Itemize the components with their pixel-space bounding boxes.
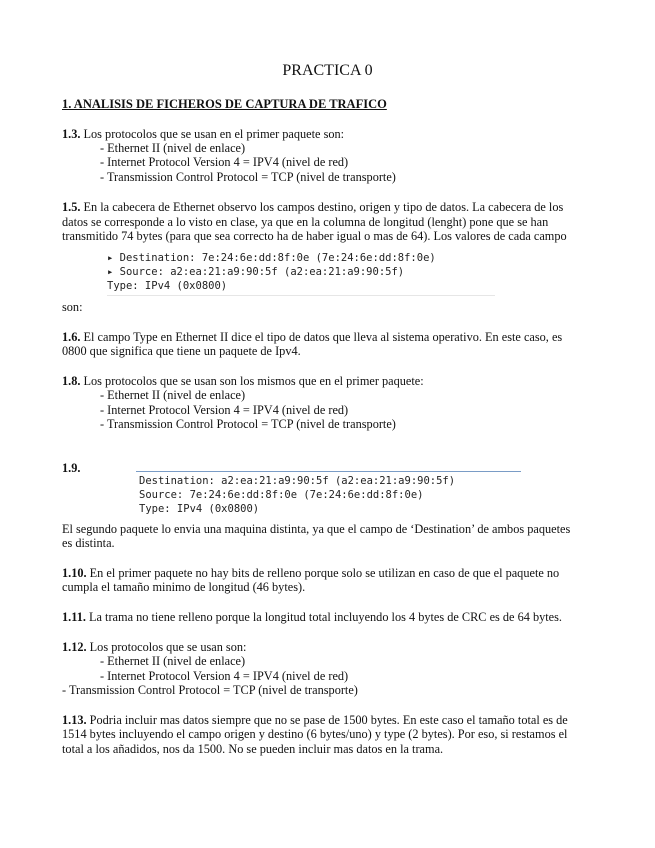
q113-line1 bbox=[62, 713, 568, 727]
q18-item-ipv4: - Internet Protocol Version 4 = IPV4 (nivel de red) bbox=[100, 403, 349, 417]
q15-line2: datos se corresponde a lo visto en clase, ya que en la columna de longitud (lenght) pone que se han bbox=[62, 215, 549, 229]
q18-paragraph bbox=[62, 374, 424, 388]
q19-number bbox=[62, 461, 80, 475]
q15-text1: En la cabecera de Ethernet observo los campos destino, origen y tipo de datos. La cabecera de los bbox=[80, 200, 564, 214]
q112-text: Los protocolos que se usan son: bbox=[86, 640, 247, 654]
q15-shot-type: Type: IPv4 (0x0800) bbox=[107, 280, 228, 292]
q111-number: 1.11. bbox=[62, 610, 86, 624]
q112-number: 1.12. bbox=[62, 640, 87, 654]
q19-shot-highlight-line bbox=[136, 471, 521, 472]
q113-line3: total a los añadidos, nos da 1500. No se pueden incluir mas datos en la trama. bbox=[62, 742, 444, 756]
q15-shot-destination: ▸ Destination: 7e:24:6e:dd:8f:0e (7e:24:6e:dd:8f:0e) bbox=[107, 252, 436, 264]
q13-item-ipv4: - Internet Protocol Version 4 = IPV4 (nivel de red) bbox=[100, 155, 349, 169]
q16-number: 1.6. bbox=[62, 330, 81, 344]
q112-item-ipv4: - Internet Protocol Version 4 = IPV4 (nivel de red) bbox=[100, 669, 349, 683]
q112-paragraph bbox=[62, 640, 246, 654]
q15-number: 1.5. bbox=[62, 200, 81, 214]
q16-line2: 0800 que significa que tiene un paquete de Ipv4. bbox=[62, 344, 301, 358]
q19-wireshark-screenshot bbox=[136, 471, 521, 519]
q19-shot-destination: Destination: a2:ea:21:a9:90:5f (a2:ea:21:a9:90:5f) bbox=[139, 475, 456, 487]
q18-text: Los protocolos que se usan son los mismos que en el primer paquete: bbox=[80, 374, 424, 388]
q19-shot-type: Type: IPv4 (0x0800) bbox=[139, 503, 260, 515]
q13-text: Los protocolos que se usan en el primer paquete son: bbox=[80, 127, 345, 141]
page-title: PRACTICA 0 bbox=[282, 62, 373, 79]
q13-item-tcp: - Transmission Control Protocol = TCP (nivel de transporte) bbox=[100, 170, 396, 184]
q113-number: 1.13. bbox=[62, 713, 87, 727]
q112-item-tcp: - Transmission Control Protocol = TCP (nivel de transporte) bbox=[62, 683, 358, 697]
q18-number: 1.8. bbox=[62, 374, 81, 388]
q13-number: 1.3. bbox=[62, 127, 81, 141]
q110-number: 1.10. bbox=[62, 566, 87, 580]
q111-line1 bbox=[62, 610, 562, 624]
q19-line2: es distinta. bbox=[62, 536, 115, 550]
q113-line2: 1514 bytes incluyendo el campo origen y destino (6 bytes/uno) y type (2 bytes). Por eso, si restamos el bbox=[62, 727, 568, 741]
q15-shot-source: ▸ Source: a2:ea:21:a9:90:5f (a2:ea:21:a9:90:5f) bbox=[107, 266, 405, 278]
q15-line3: transmitido 74 bytes (para que sea correcto ha de haber igual o mas de 64). Los valores de cada campo bbox=[62, 229, 567, 243]
q110-text1: En el primer paquete no hay bits de relleno porque solo se utilizan en caso de que el paquete no bbox=[86, 566, 560, 580]
q15-after: son: bbox=[62, 300, 83, 314]
q110-line1 bbox=[62, 566, 559, 580]
q19-shot-source: Source: 7e:24:6e:dd:8f:0e (7e:24:6e:dd:8f:0e) bbox=[139, 489, 424, 501]
q15-wireshark-screenshot bbox=[107, 252, 495, 298]
q19-number-text: 1.9. bbox=[62, 461, 81, 475]
q113-text1: Podria incluir mas datos siempre que no se pase de 1500 bytes. En este caso el tamaño total es de bbox=[86, 713, 568, 727]
q15-shot-divider bbox=[107, 295, 495, 296]
q110-line2: cumpla el tamaño minimo de longitud (46 bytes). bbox=[62, 580, 306, 594]
q16-text1: El campo Type en Ethernet II dice el tipo de datos que lleva al sistema operativo. En este caso, es bbox=[80, 330, 563, 344]
q112-item-ethernet: - Ethernet II (nivel de enlace) bbox=[100, 654, 246, 668]
q16-line1 bbox=[62, 330, 562, 344]
q13-paragraph bbox=[62, 127, 344, 141]
q111-text1: La trama no tiene relleno porque la longitud total incluyendo los 4 bytes de CRC es de 64 bytes. bbox=[85, 610, 562, 624]
q15-line1 bbox=[62, 200, 563, 214]
section-heading: 1. ANALISIS DE FICHEROS DE CAPTURA DE TRAFICO bbox=[62, 97, 387, 111]
q18-item-ethernet: - Ethernet II (nivel de enlace) bbox=[100, 388, 246, 402]
q13-item-ethernet: - Ethernet II (nivel de enlace) bbox=[100, 141, 246, 155]
q18-item-tcp: - Transmission Control Protocol = TCP (nivel de transporte) bbox=[100, 417, 396, 431]
q19-line1: El segundo paquete lo envia una maquina distinta, ya que el campo de ‘Destination’ de ambos paquetes bbox=[62, 522, 571, 536]
